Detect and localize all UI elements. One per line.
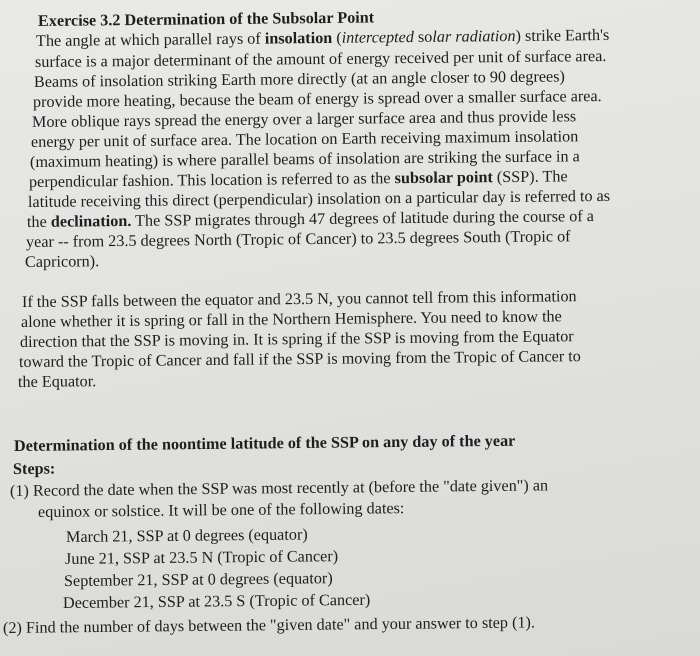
paragraph1-line-1: The angle at which parallel rays of insolation (intercepted solar radiation) strike Earth's xyxy=(35,25,610,50)
paragraph1-line-2: surface is a major determinant of the amount of energy received per unit of surface area. xyxy=(34,47,607,71)
paragraph1-line-9: latitude receiving this direct (perpendicular) insolation on a particular day is referred to as xyxy=(27,186,611,211)
step-2: (2) Find the number of days between the "given date" and your answer to step (1). xyxy=(2,613,536,637)
exercise-title: Exercise 3.2 Determination of the Subsolar Point xyxy=(37,8,375,30)
paragraph2-line-4: toward the Tropic of Cancer and fall if the SSP is moving from the Tropic of Cancer to xyxy=(18,347,581,371)
paragraph1-line-5: More oblique rays spread the energy over a larger surface area and thus provide less xyxy=(31,107,577,131)
paragraph2-line-2: alone whether it is spring or fall in the Northern Hemisphere. You need to know the xyxy=(20,307,562,331)
paragraph2-line-5: the Equator. xyxy=(17,372,97,391)
paragraph1-line-6: energy per unit of surface area. The location on Earth receiving maximum insolation xyxy=(30,127,579,151)
paragraph1-line-12: Capricorn). xyxy=(24,252,100,271)
paragraph1-line-7: (maximum heating) is where parallel beams of insolation are striking the surface in a xyxy=(29,147,580,171)
date-march: March 21, SSP at 0 degrees (equator) xyxy=(65,525,308,546)
paragraph2-line-1: If the SSP falls between the equator and 23.5 N, you cannot tell from this information xyxy=(21,287,577,311)
paragraph1-line-11: year -- from 23.5 degrees North (Tropic of Cancer) to 23.5 degrees South (Tropic of xyxy=(25,227,571,251)
paragraph1-line-8: perpendicular fashion. This location is referred to as the subsolar point (SSP). The xyxy=(28,167,568,191)
paragraph1-line-3: Beams of insolation striking Earth more directly (at an angle closer to 90 degrees) xyxy=(33,67,565,91)
steps-label: Steps: xyxy=(12,459,56,478)
section-heading: Determination of the noontime latitude of the SSP on any day of the year xyxy=(13,431,516,455)
paragraph2-line-3: direction that the SSP is moving in. It is spring if the SSP is moving from the Equator xyxy=(19,327,574,351)
paragraph1-line-10: the declination. The SSP migrates through 47 degrees of latitude during the course of a xyxy=(26,207,594,231)
paragraph1-line-4: provide more heating, because the beam of energy is spread over a smaller surface area. xyxy=(32,87,602,111)
date-june: June 21, SSP at 23.5 N (Tropic of Cancer) xyxy=(64,547,339,568)
date-december: December 21, SSP at 23.5 S (Tropic of Cancer) xyxy=(62,590,371,612)
date-september: September 21, SSP at 0 degrees (equator) xyxy=(63,569,333,590)
step-1-line-1: (1) Record the date when the SSP was most recently at (before the "date given") an xyxy=(9,476,549,500)
step-1-line-2: equinox or solstice. It will be one of the following dates: xyxy=(37,499,405,521)
